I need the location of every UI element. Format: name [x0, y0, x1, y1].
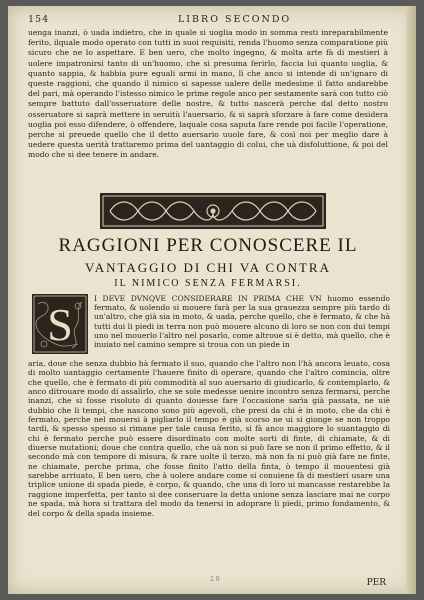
book-page	[8, 6, 416, 594]
section-heading-line2: VANTAGGIO DI CHI VA CONTRA	[85, 260, 331, 275]
paragraph-main-start: I DEVE DVNQVE CONSIDERARE IN PRIMA CHE VN huomo essendo fermato, & uolendo si mouere farà per la sua grauezza sempre più tardo di un'altro, che già sia in moto, & uada, perche quello, che è fermato, & che hà tutti dui li piedi in terra non può mouere alcuno di loro se non con dui tempi uno nel mouerlo l'altro nel posarlo, come altroue si è detto, mà quello, che è inuiato nel camino sempre si troua con un piede in	[94, 294, 390, 350]
paragraph-top-text: uenga inanzi, ò uada indietro, che in quale si uoglia modo in somma resti inreparabilmente ferito, ilquale modo operato con tutti in suoi requisiti, renda l'huomo senza comparatione più sicuro che ne lo aspettare. E ben uero, che molto ingegno, & molta arte fà di mestieri à uolere impatronirsi tanto di un'huomo, che si presuma ferirlo, faccia lui quanto uoglia, & quanto sappia, & habbia pure eguali armi in mano, lì che anco si intende di un'ignaro di queste raggioni, che quando il nimico si sapesse ualere delle medesime il fatto andarebbe del pari, mà operando l'istesso nimico le prime regole anco per sestamente sarà con tutto ciò sempre battuto dall'osseruatore delle nostre, & tutto nascerà perche dal detto nostro osseruatore si saprà mettere in seruitù l'auersario, & si saprà sforzare à fare come desidera uoglia poi esso difendere, ò offendere, laquale cosa saputa fare rende poi facile l'operatione, perche si preuede quello che il detto auersario uuole fare, & così noi per meglio dare à uedere questa uerità trattaremo prima del uantaggio di colui, che uà disfoluttione, & poi del modo che si dee tenere in andare.	[28, 28, 388, 160]
signature-mark: 2 0	[210, 576, 220, 583]
page-spine-shadow	[406, 6, 416, 594]
decorated-initial-icon	[32, 294, 88, 354]
page-number: 154	[28, 14, 50, 25]
catchword: PER	[366, 578, 386, 588]
section-heading-line3: IL NIMICO SENZA FERMARSI.	[114, 278, 302, 289]
running-title: LIBRO SECONDO	[178, 14, 292, 25]
paragraph-top	[28, 28, 388, 161]
section-heading-line1: RAGGIONI PER CONOSCERE IL	[58, 235, 358, 256]
paragraph-main-continued: aria, doue che senza dubbio hà fermato il suo, quando che l'altro non l'hà ancora leuato, cosa di molto uantaggio certamente l'hauere finito di operare, quando che l'altro comincia, oltre che quello, che è fermato di più commodità al suo auersario di giudicarlo, & contemplarlo, & anco ditrouare modo di assalirlo, che se sole medesse uenire incontro senza fermarsi, perche inanzi, che si fosse risoluto di quanto douesse fare l'occasione sarìa già passata, ne uiè dubbio che li tempi, che nascono sono più agevoli, che presi da chi è in moto, che da chi è fermato, perche nel mouersi à pigliarlo il tempo è già scorso ne ui si gionge se non troppo tardi, & spesso spesso si rimane per tale causa ferito, si fà anco maggiore lo suantaggio di chi è fermato perche può essere disordinato con molte sorti di finte, di chiamate, & di diuerse mutationi; doue che contra quello, che uà non si può fare se non il primo effetto, & il secondo mà con tempore di misura, & rare uolte il terzo, mà non fa ni può già fare ne finte, ne chiamate, perche prima, che fosse finito l'atto della finta, ò tempo il mouentesi già sarebbe arriuato, E ben uero, che à uolere andare come si conuiene fà di mestieri usare una triplice unione di spada piede, è corpo, & quando, che una di loro ui mancasse restarebbe la raggione imperfetta, per tanto si dee conseruare la detta unione senza lasciare mai ne corpo ne spada, mà hora si trattara del modo da tenersi in adoprare li piedi, primo fondamento, & del corpo & della spada insieme.	[28, 359, 390, 518]
dropcap-letter: S	[47, 299, 73, 350]
decorative-band-icon	[100, 193, 326, 229]
